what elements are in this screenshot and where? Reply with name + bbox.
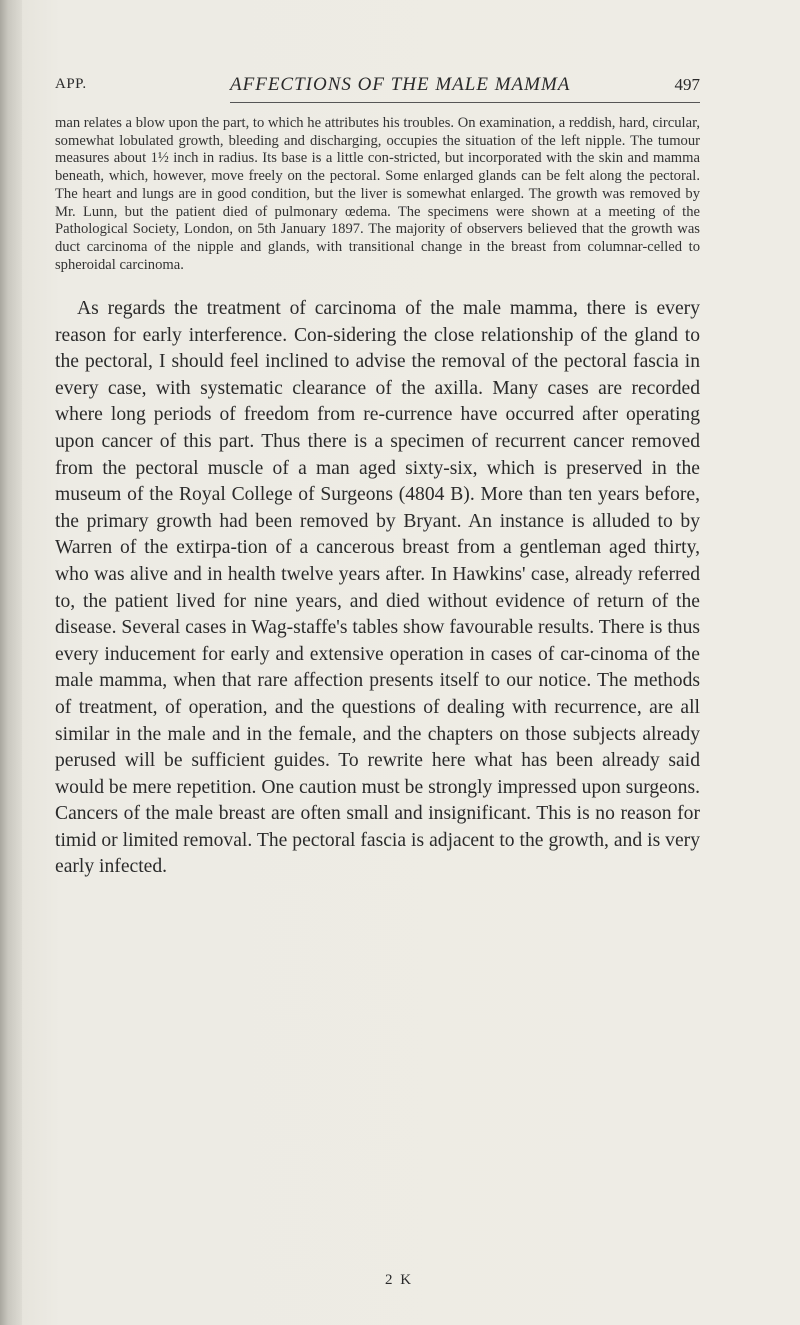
page-title: AFFECTIONS OF THE MALE MAMMA <box>230 74 571 95</box>
section-label: APP. <box>55 76 87 92</box>
signature-mark: 2 K <box>385 1272 414 1288</box>
body-text <box>55 296 700 881</box>
header-rule <box>230 102 700 103</box>
binding-shadow <box>0 0 22 1325</box>
running-head <box>55 76 700 102</box>
page-number: 497 <box>674 75 700 94</box>
treatment-paragraph: As regards the treatment of carcinoma of the male mamma, there is every reason for early interference. Con-sidering the close relationship of the gland to the pectoral, I should feel inclined to advise the removal of the pectoral fascia in every case, with systematic clearance of the axilla. Many cases are recorded where long periods of freedom from re-currence have occurred after operating upon cancer of this part. Thus there is a specimen of recurrent cancer removed from the pectoral muscle of a man aged sixty-six, which is preserved in the museum of the Royal College of Surgeons (4804 B). More than ten years before, the primary growth had been removed by Bryant. An instance is alluded to by Warren of the extirpa-tion of a cancerous breast from a gentleman aged thirty, who was alive and in health twelve years after. In Hawkins' case, already referred to, the patient lived for nine years, and died without evidence of return of the disease. Several cases in Wag-staffe's tables show favourable results. There is thus every inducement for early and extensive operation in cases of car-cinoma of the male mamma, when that rare affection presents itself to our notice. The methods of treatment, of operation, and the questions of dealing with recurrence, are all similar in the male and in the female, and the chapters on those subjects already perused will be sufficient guides. To rewrite here what has been already said would be mere repetition. One caution must be strongly impressed upon surgeons. Cancers of the male breast are often small and insignificant. This is no reason for timid or limited removal. The pectoral fascia is adjacent to the growth, and is very early infected. <box>55 298 700 878</box>
case-report-text <box>55 115 700 274</box>
case-paragraph: man relates a blow upon the part, to which he attributes his troubles. On examination, a reddish, hard, circular, somewhat lobulated growth, bleeding and discharging, occupies the situation of the left nipple. The tumour measures about 1½ inch in radius. Its base is a little con-stricted, but incorporated with the skin and mamma beneath, which, however, move freely on the pectoral. Some enlarged glands can be felt along the pectoral. The heart and lungs are in good condition, but the liver is somewhat enlarged. The growth was removed by Mr. Lunn, but the patient died of pulmonary œdema. The specimens were shown at a meeting of the Pathological Society, London, on 5th January 1897. The majority of observers believed that the growth was duct carcinoma of the nipple and glands, with transitional change in the breast from columnar-celled to spheroidal carcinoma. <box>55 115 700 273</box>
